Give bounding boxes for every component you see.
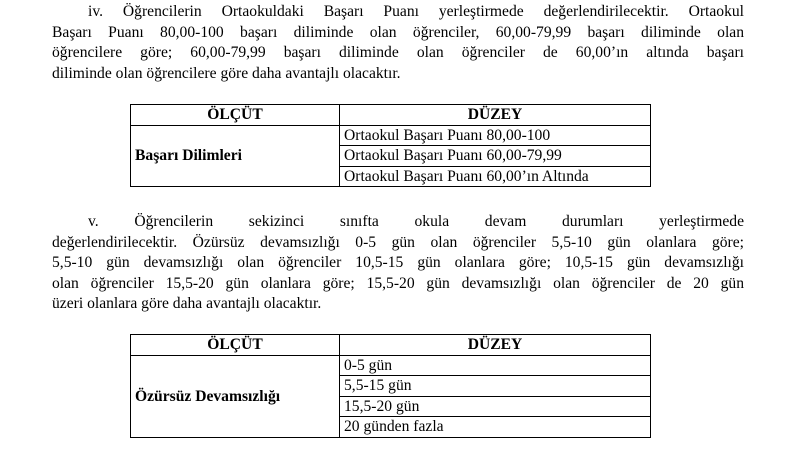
level-cell: 5,5-15 gün	[340, 376, 651, 397]
header-level: DÜZEY	[340, 335, 651, 356]
success-band-table	[130, 104, 651, 187]
paragraph-line: iv. Öğrencilerin Ortaokuldaki Başarı Puanı yerleştirmede değerlendirilecektir. Ortaokul	[88, 3, 744, 20]
criterion-cell: Özürsüz Devamsızlığı	[131, 355, 340, 437]
header-criterion: ÖLÇÜT	[131, 105, 340, 126]
paragraph-line: 5,5-10 gün devamsızlığı olan öğrenciler 10,5-15 gün olanlara göre; 10,5-15 gün devamsızlığı	[52, 254, 744, 271]
table-header-row	[131, 335, 651, 356]
table-header-row	[131, 105, 651, 126]
level-cell: 15,5-20 gün	[340, 396, 651, 417]
level-cell: Ortaokul Başarı Puanı 60,00-79,99	[340, 146, 651, 167]
paragraph-line: Başarı Puanı 80,00-100 başarı diliminde olan öğrenciler, 60,00-79,99 başarı diliminde olan	[52, 23, 744, 41]
paragraph-line: öğrencilere göre; 60,00-79,99 başarı diliminde olan öğrenciler de 60,00’ın altında başarı	[52, 44, 744, 61]
paragraph-line: diliminde olan öğrencilere göre daha avantajlı olacaktır.	[52, 64, 401, 82]
paragraph-line: üzeri olanlara göre daha avantajlı olacaktır.	[52, 295, 322, 312]
level-cell: 0-5 gün	[340, 355, 651, 376]
level-cell: Ortaokul Başarı Puanı 60,00’ın Altında	[340, 166, 651, 187]
paragraph-line: değerlendirilecektir. Özürsüz devamsızlığı 0-5 gün olan öğrenciler 5,5-10 gün olanlara göre;	[52, 233, 744, 251]
level-cell: Ortaokul Başarı Puanı 80,00-100	[340, 125, 651, 146]
level-cell: 20 günden fazla	[340, 417, 651, 438]
paragraph-v	[52, 212, 744, 315]
header-criterion: ÖLÇÜT	[131, 335, 340, 356]
table-row	[131, 125, 651, 146]
table-row	[131, 355, 651, 376]
paragraph-line: v. Öğrencilerin sekizinci sınıfta okula devam durumları yerleştirmede	[88, 213, 744, 230]
header-level: DÜZEY	[340, 105, 651, 126]
absence-table	[130, 334, 651, 438]
paragraph-iv	[52, 2, 744, 84]
paragraph-line: olan öğrenciler 15,5-20 gün olanlara göre; 15,5-20 gün devamsızlığı olan öğrenciler de 20 gün	[52, 274, 744, 292]
criterion-cell: Başarı Dilimleri	[131, 125, 340, 187]
